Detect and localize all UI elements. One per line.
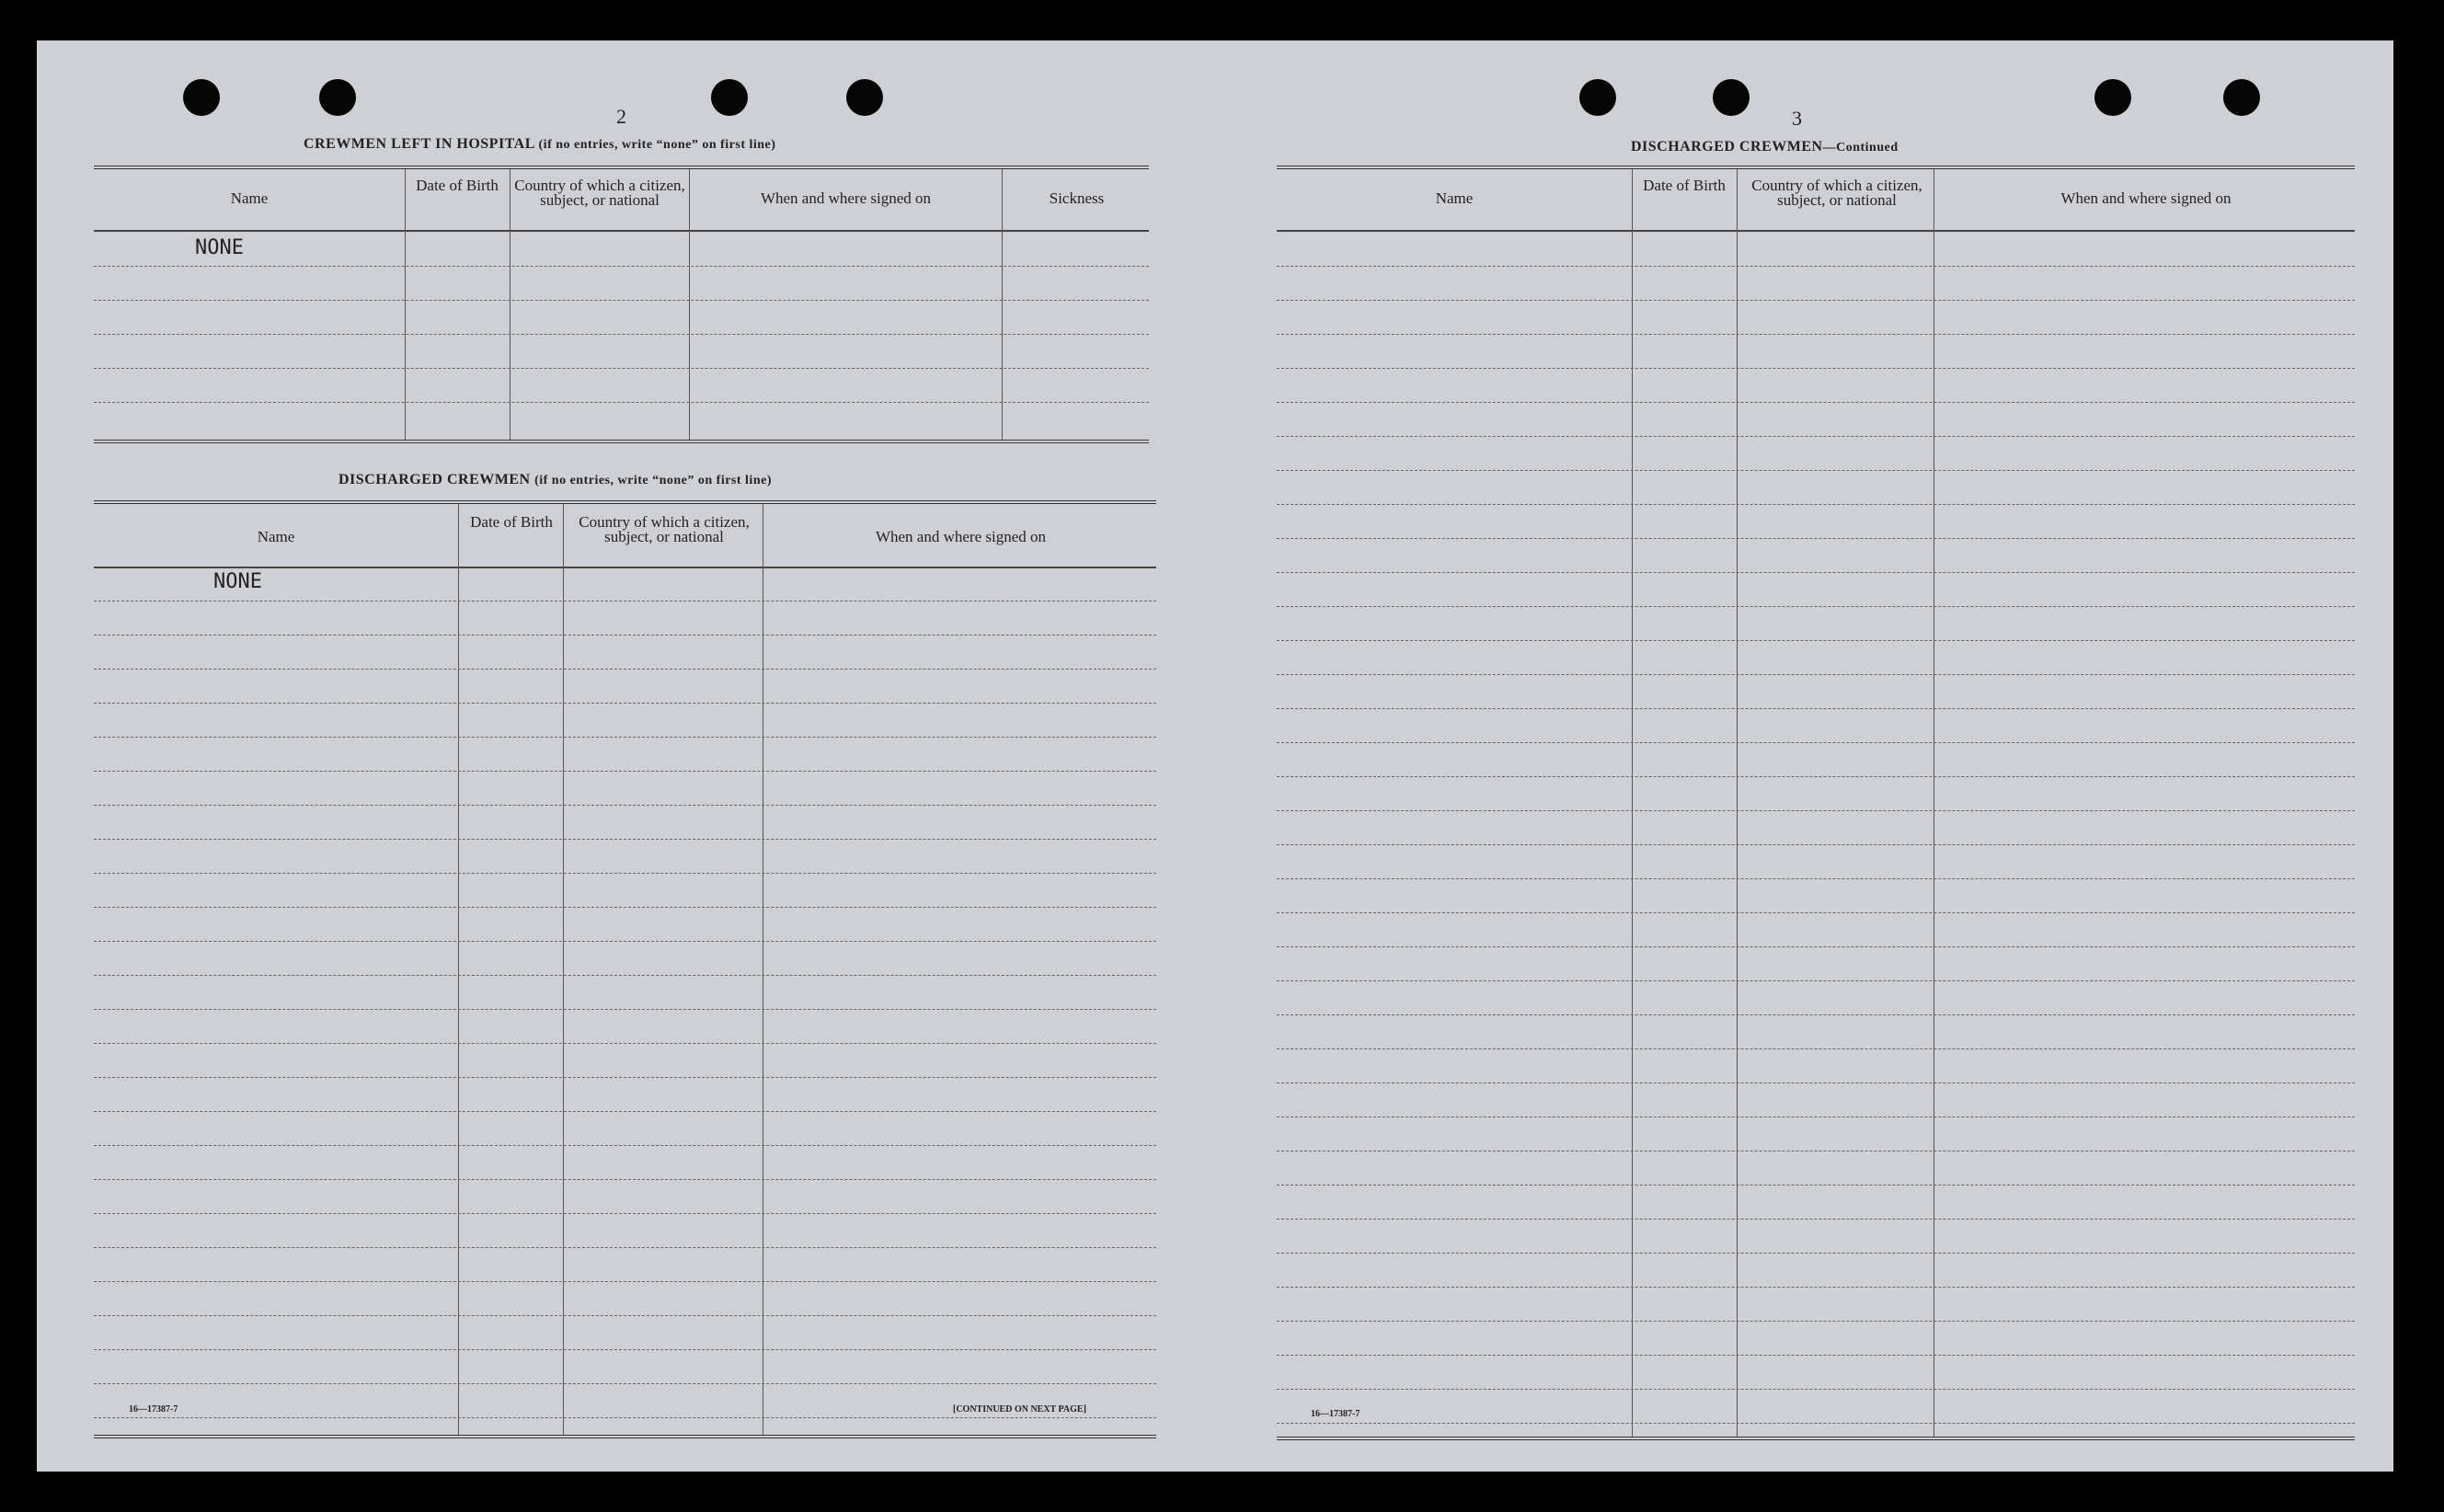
entry-line (1277, 1048, 2355, 1049)
entry-line (1277, 776, 2355, 777)
col-header-sickness: Sickness (1049, 189, 1105, 207)
entry-line (1277, 674, 2355, 675)
entry-line (1277, 606, 2355, 607)
column-rule (1002, 169, 1003, 440)
page-number-right: 3 (1792, 107, 1802, 130)
entry-line (1277, 300, 2355, 301)
entry-line (1277, 844, 2355, 845)
entry-line (1277, 1389, 2355, 1390)
entry-line (1277, 1321, 2355, 1322)
entry-line (1277, 1355, 2355, 1356)
header-rule (1277, 230, 2355, 232)
entry-line (1277, 368, 2355, 369)
entry-line (94, 1281, 1156, 1282)
entry-line (1277, 946, 2355, 947)
entry-line (94, 1213, 1156, 1214)
col-header-country: Country of which a citizen, subject, or national (1751, 177, 1922, 209)
entry-line (1277, 1185, 2355, 1186)
entry-line (94, 669, 1156, 670)
form-number-right: 16—17387-7 (1311, 1409, 1360, 1419)
page-number-left: 2 (616, 105, 626, 128)
entry-line (1277, 266, 2355, 267)
col-header-signed-on: When and where signed on (875, 528, 1047, 545)
entry-line (1277, 640, 2355, 641)
discharged-continued-title: DISCHARGED CREWMEN—Continued (1631, 139, 1899, 155)
entry-line (94, 1179, 1156, 1180)
col-header-signed-on: When and where signed on (2060, 189, 2232, 207)
entry-line (94, 334, 1149, 335)
col-header-signed-on: When and where signed on (760, 189, 932, 207)
col-header-dob: Date of Birth (416, 177, 499, 194)
column-rule (458, 504, 459, 1435)
entry-line (1277, 572, 2355, 573)
column-rule (563, 504, 564, 1435)
column-rule (1737, 169, 1738, 1437)
col-header-dob: Date of Birth (1643, 177, 1726, 194)
entry-line (1277, 1423, 2355, 1424)
entry-line (94, 1077, 1156, 1078)
entry-line (94, 266, 1149, 267)
col-header-name: Name (257, 528, 295, 545)
col-header-country: Country of which a citizen, subject, or national (514, 177, 685, 209)
col-header-dob: Date of Birth (470, 513, 553, 531)
entry-line (94, 873, 1156, 874)
entry-line (1277, 980, 2355, 981)
entry-line (94, 1247, 1156, 1248)
header-rule (94, 230, 1149, 232)
entry-line (1277, 1253, 2355, 1254)
entry-line (1277, 742, 2355, 743)
punch-hole (711, 79, 748, 116)
entry-line (1277, 1287, 2355, 1288)
entry-line (94, 1043, 1156, 1044)
entry-line (1277, 912, 2355, 913)
hospital-entry-none: NONE (195, 236, 244, 259)
entry-line (94, 771, 1156, 772)
entry-line (94, 635, 1156, 636)
entry-line (94, 368, 1149, 369)
column-rule (1933, 169, 1934, 1437)
column-rule (510, 169, 511, 440)
entry-line (94, 839, 1156, 840)
col-header-name: Name (1435, 189, 1474, 207)
punch-hole (2223, 79, 2260, 116)
discharged-section-title: DISCHARGED CREWMEN (if no entries, write “none” on first line) (338, 472, 772, 487)
entry-line (1277, 1082, 2355, 1083)
discharged-table-left (94, 500, 1156, 1438)
entry-line (94, 975, 1156, 976)
entry-line (94, 1145, 1156, 1146)
entry-line (94, 907, 1156, 908)
continued-note: [CONTINUED ON NEXT PAGE] (953, 1404, 1086, 1415)
header-rule (94, 567, 1156, 568)
entry-line (1277, 334, 2355, 335)
entry-line (94, 737, 1156, 738)
column-rule (689, 169, 690, 440)
punch-hole (1579, 79, 1616, 116)
punch-hole (846, 79, 883, 116)
punch-hole (1713, 79, 1750, 116)
entry-line (1277, 1219, 2355, 1220)
entry-line (1277, 470, 2355, 471)
entry-line (1277, 504, 2355, 505)
entry-line (1277, 878, 2355, 879)
punch-hole (183, 79, 220, 116)
entry-line (94, 1315, 1156, 1316)
entry-line (1277, 436, 2355, 437)
punch-hole (319, 79, 356, 116)
document-sheet (37, 40, 2393, 1472)
col-header-name: Name (230, 189, 269, 207)
entry-line (1277, 538, 2355, 539)
entry-line (94, 1009, 1156, 1010)
entry-line (1277, 708, 2355, 709)
entry-line (94, 1349, 1156, 1350)
discharged-table-right (1277, 166, 2355, 1440)
hospital-table (94, 166, 1149, 443)
col-header-country: Country of which a citizen, subject, or national (579, 513, 750, 545)
form-number-left: 16—17387-7 (129, 1404, 178, 1415)
entry-line (94, 1417, 1156, 1418)
entry-line (94, 805, 1156, 806)
column-rule (405, 169, 406, 440)
entry-line (94, 703, 1156, 704)
punch-hole (2094, 79, 2131, 116)
entry-line (94, 1383, 1156, 1384)
column-rule (1632, 169, 1633, 1437)
entry-line (94, 300, 1149, 301)
hospital-section-title: CREWMEN LEFT IN HOSPITAL (if no entries, write “none” on first line) (304, 136, 776, 152)
discharged-entry-none: NONE (213, 570, 262, 593)
entry-line (94, 402, 1149, 403)
entry-line (1277, 810, 2355, 811)
entry-line (1277, 402, 2355, 403)
entry-line (94, 1111, 1156, 1112)
entry-line (94, 941, 1156, 942)
entry-line (1277, 1014, 2355, 1015)
